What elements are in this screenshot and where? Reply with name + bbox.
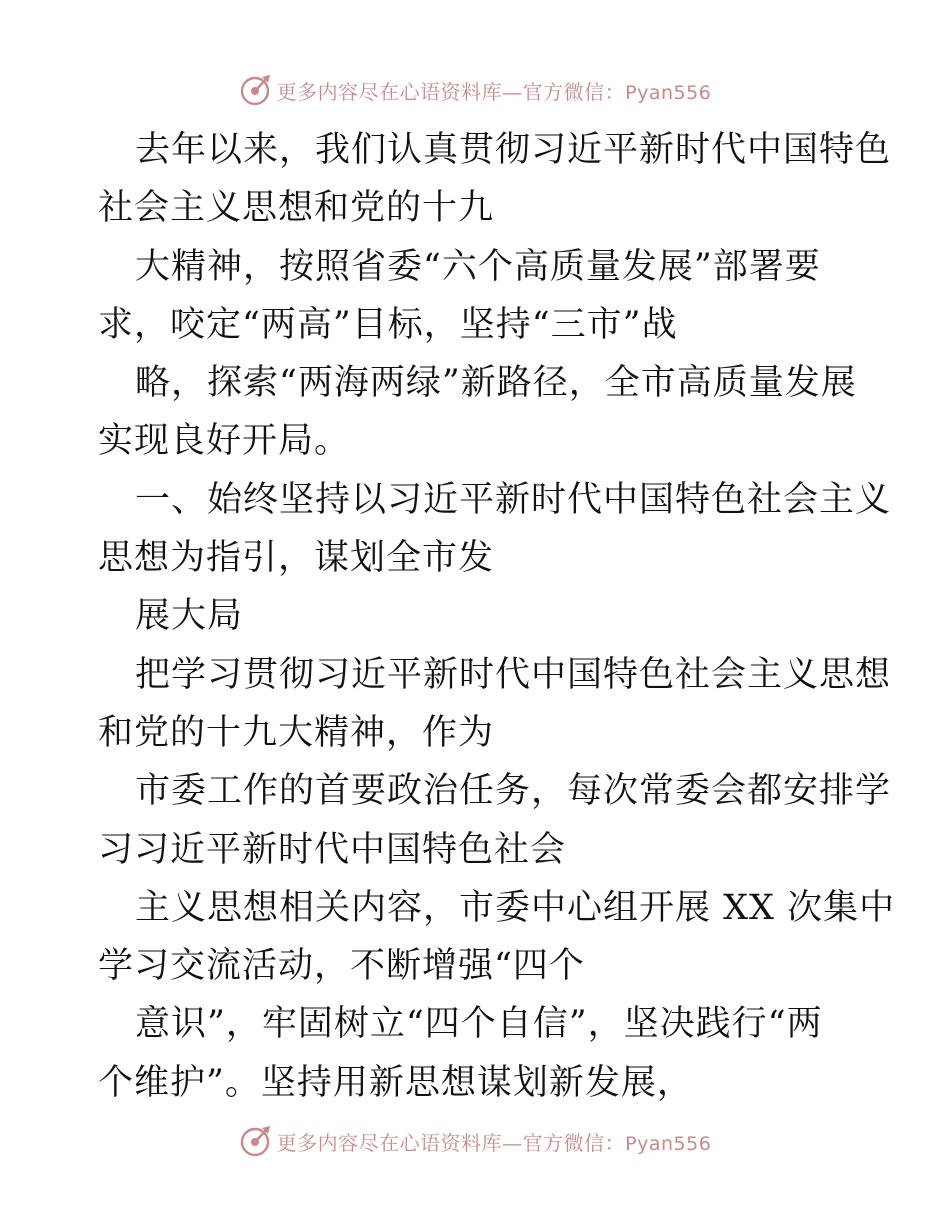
quill-logo-icon [239,1124,273,1158]
watermark-account-id: Pyan556 [625,81,712,104]
watermark-text [277,76,712,105]
text-line: 大精神，按照省委“六个高质量发展”部署要 [135,246,821,287]
watermark-account-id: Pyan556 [625,1132,712,1155]
text-line: 社会主义思想和党的十九 [98,188,495,229]
text-line: 学习交流活动，不断增强“四个 [98,946,585,987]
text-line: 意识”，牢固树立“四个自信”，坚决践行“两 [135,1004,823,1045]
watermark-text [277,1127,712,1156]
text-line: 一、始终坚持以习近平新时代中国特色社会主义 [135,479,892,520]
text-line: 习习近平新时代中国特色社会 [98,829,567,870]
document-body [98,121,896,1112]
watermark-dash: — [502,1130,523,1155]
footer-watermark [0,1121,950,1161]
text-line: 去年以来，我们认真贯彻习近平新时代中国特色 [135,130,892,170]
text-line: 求，咬定“两高”目标，坚持“三市”战 [98,304,678,345]
text-line: 思想为指引，谋划全市发 [98,538,495,579]
text-line: 主义思想相关内容，市委中心组开展 XX 次集中 [135,887,896,928]
watermark-account-label: 官方微信： [522,1130,626,1155]
text-line: 把学习贯彻习近平新时代中国特色社会主义思想 [135,654,892,695]
watermark-account-label: 官方微信： [522,79,626,104]
text-line: 略，探索“两海两绿”新路径，全市高质量发展 [135,363,857,404]
watermark-dash: — [502,79,523,104]
header-watermark [0,70,950,110]
text-line: 展大局 [135,596,244,637]
watermark-main: 更多内容尽在心语资料库 [276,1130,503,1155]
watermark-main: 更多内容尽在心语资料库 [276,79,503,104]
text-line: 实现良好开局。 [98,421,351,462]
text-line: 个维护”。坚持用新思想谋划新发展， [98,1062,693,1103]
text-line: 和党的十九大精神，作为 [98,712,495,753]
quill-logo-icon [239,73,273,107]
text-line: 市委工作的首要政治任务，每次常委会都安排学 [135,771,892,812]
